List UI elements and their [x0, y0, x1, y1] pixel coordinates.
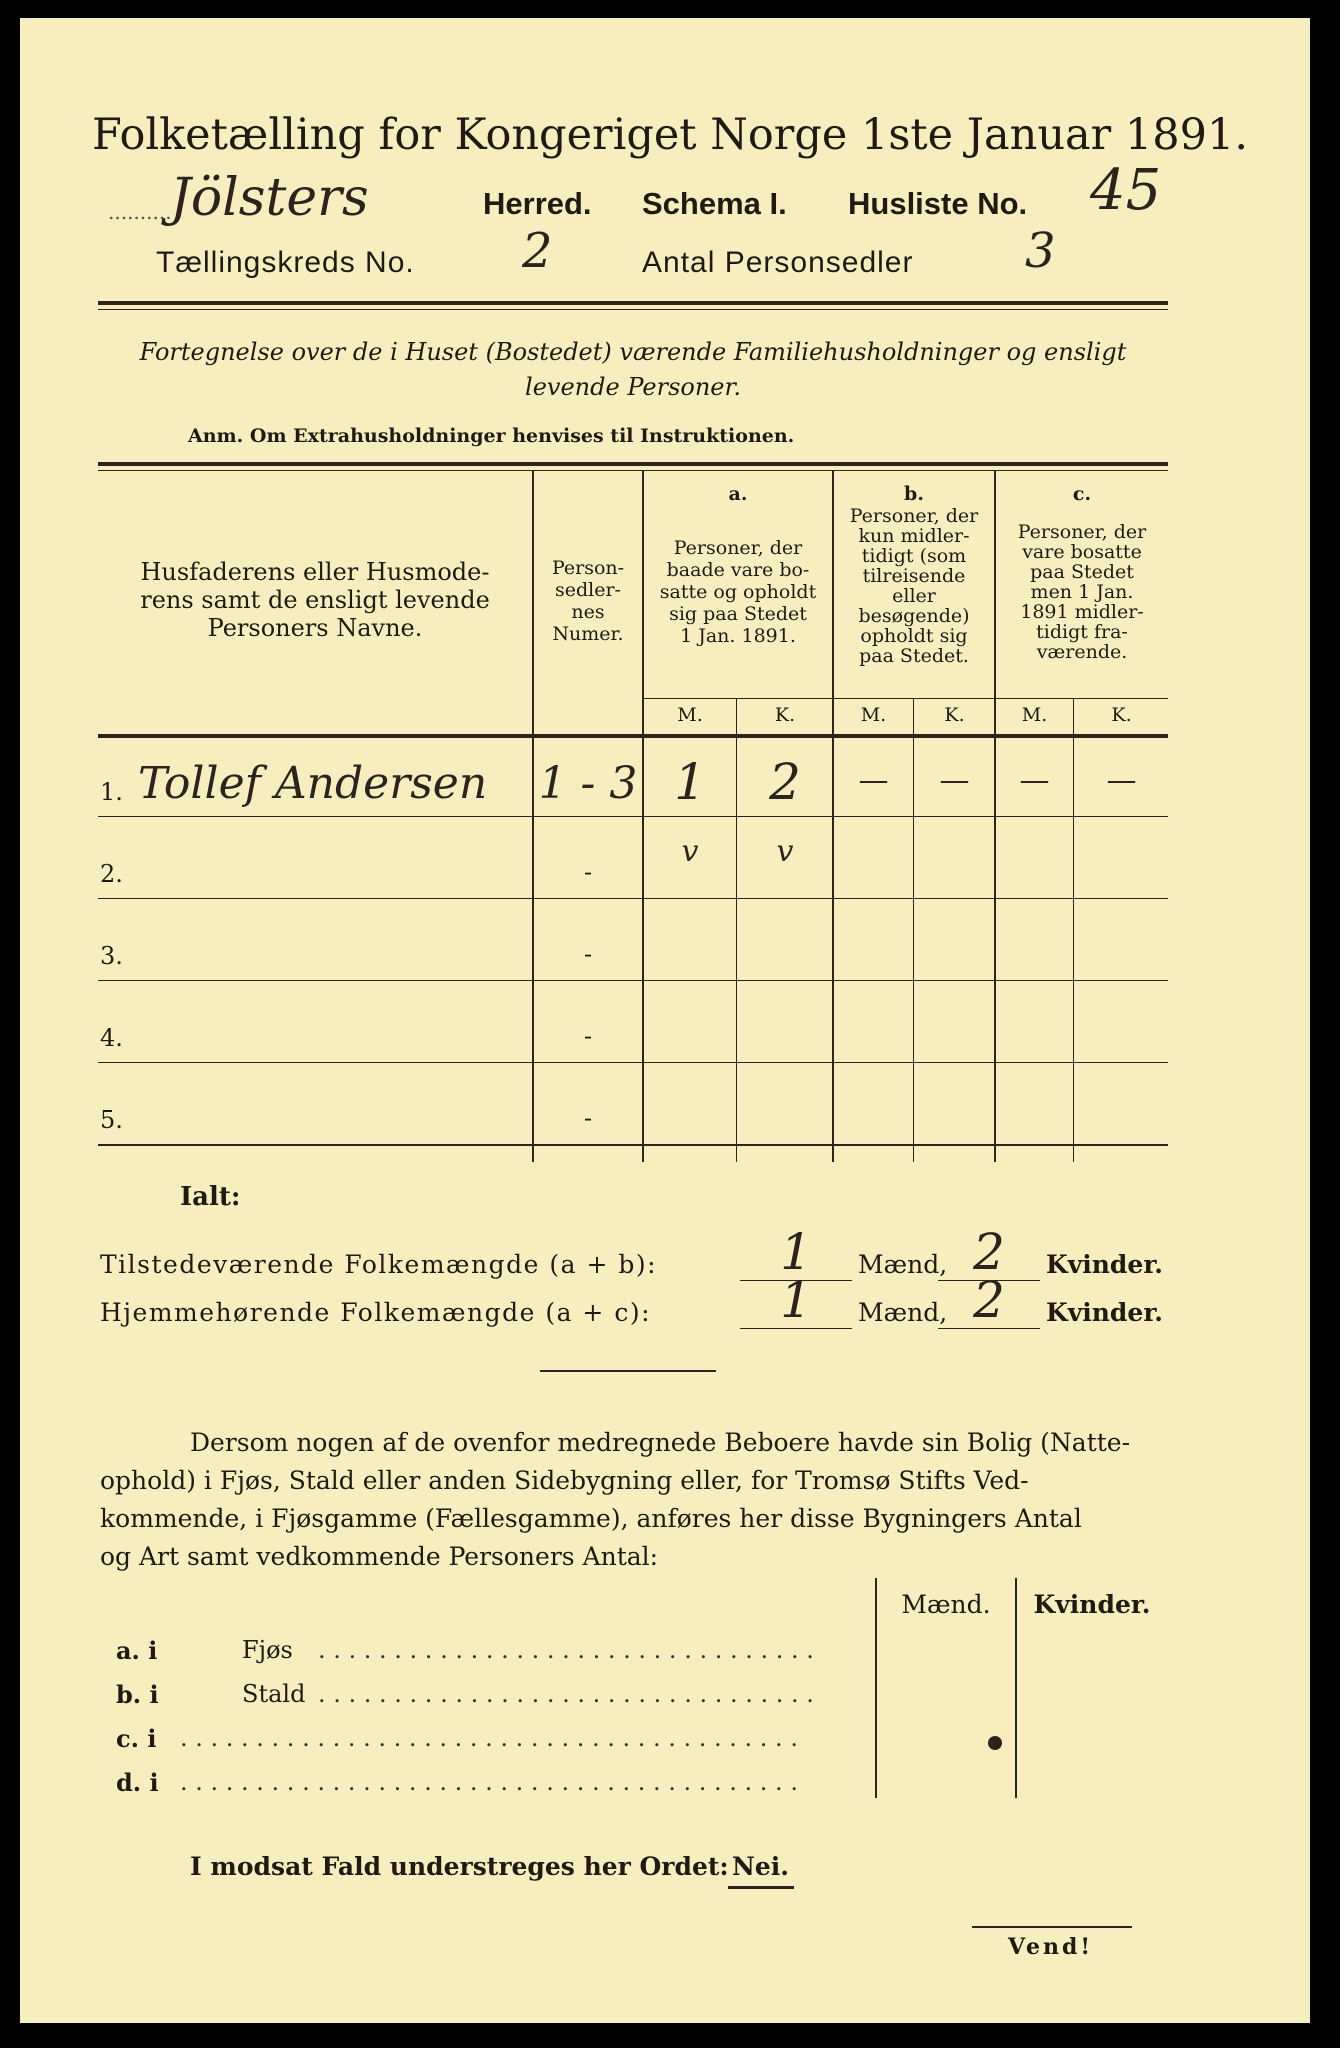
row-1-b-m: —	[858, 763, 889, 798]
b-m-label: M.	[860, 704, 887, 726]
row-1-c-m: —	[1019, 763, 1050, 798]
buildings-para-line-2: ophold) i Fjøs, Stald eller anden Sidebygning eller, for Tromsø Stifts Ved-	[100, 1466, 1029, 1495]
building-c-letter: c. i	[116, 1724, 157, 1753]
header-c-letter: c.	[1072, 483, 1092, 505]
a-k-label: K.	[774, 704, 796, 726]
col-divider-mk-c	[1073, 698, 1074, 1162]
header-b-line-7: opholdt sig	[860, 625, 968, 647]
table-bottom-rule	[98, 1144, 1168, 1146]
building-b-letter: b. i	[116, 1680, 159, 1709]
intro-line-2: levende Personer.	[525, 373, 741, 401]
row-2-a-m-check: v	[681, 834, 699, 869]
herred-label: Herred.	[483, 186, 592, 221]
header-a-line-2: baade vare bo-	[666, 559, 810, 581]
mk-top-rule	[644, 698, 1168, 699]
herred-handwritten-value: Jölsters	[170, 168, 369, 228]
header-num-line-1: Person-	[551, 557, 625, 579]
header-b-line-5: eller	[892, 585, 936, 607]
building-c-dots: . . . . . . . . . . . . . . . . . . . . . . . . . . . . . . . . . . . . . . . . .	[180, 1724, 798, 1752]
row-1-a-k: 2	[769, 753, 801, 811]
row-rule-2	[98, 898, 1168, 899]
totals-line-2-label: Hjemmehørende Folkemængde (a + c):	[100, 1298, 651, 1327]
row-2-number: 2.	[100, 860, 123, 888]
building-d-dots: . . . . . . . . . . . . . . . . . . . . . . . . . . . . . . . . . . . . . . . . .	[180, 1768, 798, 1796]
section-divider	[540, 1370, 716, 1372]
totals-line-2-kvinder-value: 2	[973, 1271, 1005, 1329]
row-1-sedler: 1 - 3	[538, 758, 638, 809]
col-divider-mk-b	[913, 698, 914, 1162]
personsedler-handwritten-value: 3	[1025, 223, 1056, 279]
a-m-label: M.	[677, 704, 703, 726]
totals-line-1-label: Tilstedeværende Folkemængde (a + b):	[100, 1250, 658, 1279]
header-c-line-5: 1891 midler-	[1020, 601, 1144, 623]
header-b-line-4: tilreisende	[862, 565, 966, 587]
row-1-number: 1.	[100, 778, 123, 806]
building-a-label: Fjøs	[242, 1636, 293, 1664]
row-1-name: Tollef Andersen	[138, 758, 488, 809]
totals-line-1-kvinder-word: Kvinder.	[1046, 1250, 1163, 1279]
totals-line-1-maend-word: Mænd,	[858, 1250, 948, 1279]
census-form-sheet	[20, 18, 1310, 2023]
row-3-number: 3.	[100, 942, 123, 970]
ink-blot	[988, 1736, 1002, 1750]
row-1-a-m: 1	[674, 753, 706, 811]
row-2-a-k-check: v	[776, 834, 794, 869]
header-names-line-1: Husfaderens eller Husmode-	[140, 558, 490, 586]
header-c-line-6: tidigt fra-	[1036, 621, 1128, 643]
totals-line-2-maend-word: Mænd,	[858, 1298, 948, 1327]
kreds-label: Tællingskreds No.	[156, 246, 415, 279]
vend-rule	[972, 1926, 1132, 1928]
row-1-b-k: —	[939, 763, 970, 798]
buildings-para-line-3: kommende, i Fjøsgamme (Fællesgamme), anføres her disse Bygningers Antal	[100, 1504, 1082, 1533]
header-num-line-3: nes	[571, 601, 605, 623]
nei-word: Nei.	[732, 1852, 789, 1881]
building-d-letter: d. i	[116, 1768, 159, 1797]
header-c-line-1: Personer, der	[1017, 521, 1147, 543]
herred-dotted-leader: ..........	[108, 200, 172, 224]
buildings-col-kvinder: Kvinder.	[1033, 1590, 1151, 1619]
buildings-para-line-4: og Art samt vedkommende Personers Antal:	[100, 1542, 659, 1571]
schema-label: Schema I.	[642, 186, 787, 221]
header-rule-thin	[98, 309, 1168, 310]
totals-line-1-maend-value: 1	[780, 1223, 812, 1281]
buildings-para-line-1: Dersom nogen af de ovenfor medregnede Beboere havde sin Bolig (Natte-	[190, 1428, 1131, 1457]
header-a-line-3: satte og opholdt	[659, 581, 817, 603]
husliste-handwritten-value: 45	[1090, 158, 1162, 223]
b-k-label: K.	[944, 704, 965, 726]
building-a-letter: a. i	[116, 1636, 158, 1665]
kreds-handwritten-value: 2	[522, 223, 553, 279]
husliste-label: Husliste No.	[848, 186, 1028, 221]
buildings-col-maend: Mænd.	[901, 1590, 991, 1619]
header-b-line-1: Personer, der	[849, 505, 979, 527]
header-b-line-6: besøgende)	[858, 605, 970, 627]
header-names-line-2: rens samt de ensligt levende	[140, 586, 490, 614]
row-4-sedler: -	[583, 1022, 593, 1050]
modsat-fald-text: I modsat Fald understreges her Ordet:	[190, 1852, 729, 1881]
header-c-line-3: paa Stedet	[1030, 561, 1134, 583]
header-num-line-2: sedler-	[555, 579, 621, 601]
row-rule-4	[98, 1062, 1168, 1063]
header-a-line-1: Personer, der	[673, 537, 803, 559]
row-3-sedler: -	[583, 940, 593, 968]
header-a-letter: a.	[728, 483, 748, 505]
c-m-label: M.	[1021, 704, 1048, 726]
row-4-number: 4.	[100, 1024, 123, 1052]
intro-line-1: Fortegnelse over de i Huset (Bostedet) værende Familiehusholdninger og ensligt	[139, 338, 1127, 366]
row-5-number: 5.	[100, 1106, 123, 1134]
header-rule-thick	[98, 301, 1168, 305]
header-c-line-7: værende.	[1036, 641, 1128, 663]
header-c-line-4: men 1 Jan.	[1030, 581, 1134, 603]
header-names-line-3: Personers Navne.	[207, 614, 423, 642]
totals-line-1-kvinder-value: 2	[973, 1223, 1005, 1281]
form-title: Folketælling for Kongeriget Norge 1ste Januar 1891.	[92, 110, 1249, 160]
building-a-dots: . . . . . . . . . . . . . . . . . . . . . . . . . . . . . . . . .	[318, 1636, 814, 1664]
totals-line-2-kvinder-word: Kvinder.	[1046, 1298, 1163, 1327]
personsedler-label: Antal Personsedler	[642, 246, 914, 279]
header-b-line-3: tidigt (som	[861, 545, 967, 567]
header-b-letter: b.	[904, 483, 924, 505]
row-1-c-k: —	[1106, 763, 1137, 798]
table-top-rule-thin	[98, 470, 1168, 471]
anm-note: Anm. Om Extrahusholdninger henvises til Instruktionen.	[188, 425, 795, 447]
header-c-line-2: vare bosatte	[1022, 541, 1142, 563]
ialt-label: Ialt:	[180, 1182, 241, 1212]
totals-line-2-maend-value: 1	[780, 1271, 812, 1329]
row-2-sedler: -	[583, 858, 593, 886]
header-a-line-4: sig paa Stedet	[669, 603, 807, 625]
nei-underline	[728, 1886, 794, 1889]
table-body-rule-top	[98, 734, 1168, 738]
building-b-label: Stald	[242, 1680, 306, 1708]
table-top-rule	[98, 462, 1168, 466]
vend-label: Vend!	[1008, 1934, 1094, 1960]
header-num-line-4: Numer.	[552, 623, 624, 645]
header-b-line-8: paa Stedet.	[859, 645, 969, 667]
building-b-dots: . . . . . . . . . . . . . . . . . . . . . . . . . . . . . . . . .	[318, 1680, 814, 1708]
c-k-label: K.	[1111, 704, 1132, 726]
row-5-sedler: -	[583, 1104, 593, 1132]
header-a-line-5: 1 Jan. 1891.	[680, 625, 796, 647]
row-rule-1	[98, 816, 1168, 817]
row-rule-3	[98, 980, 1168, 981]
header-b-line-2: kun midler-	[858, 525, 970, 547]
col-divider-mk-a	[736, 698, 737, 1162]
